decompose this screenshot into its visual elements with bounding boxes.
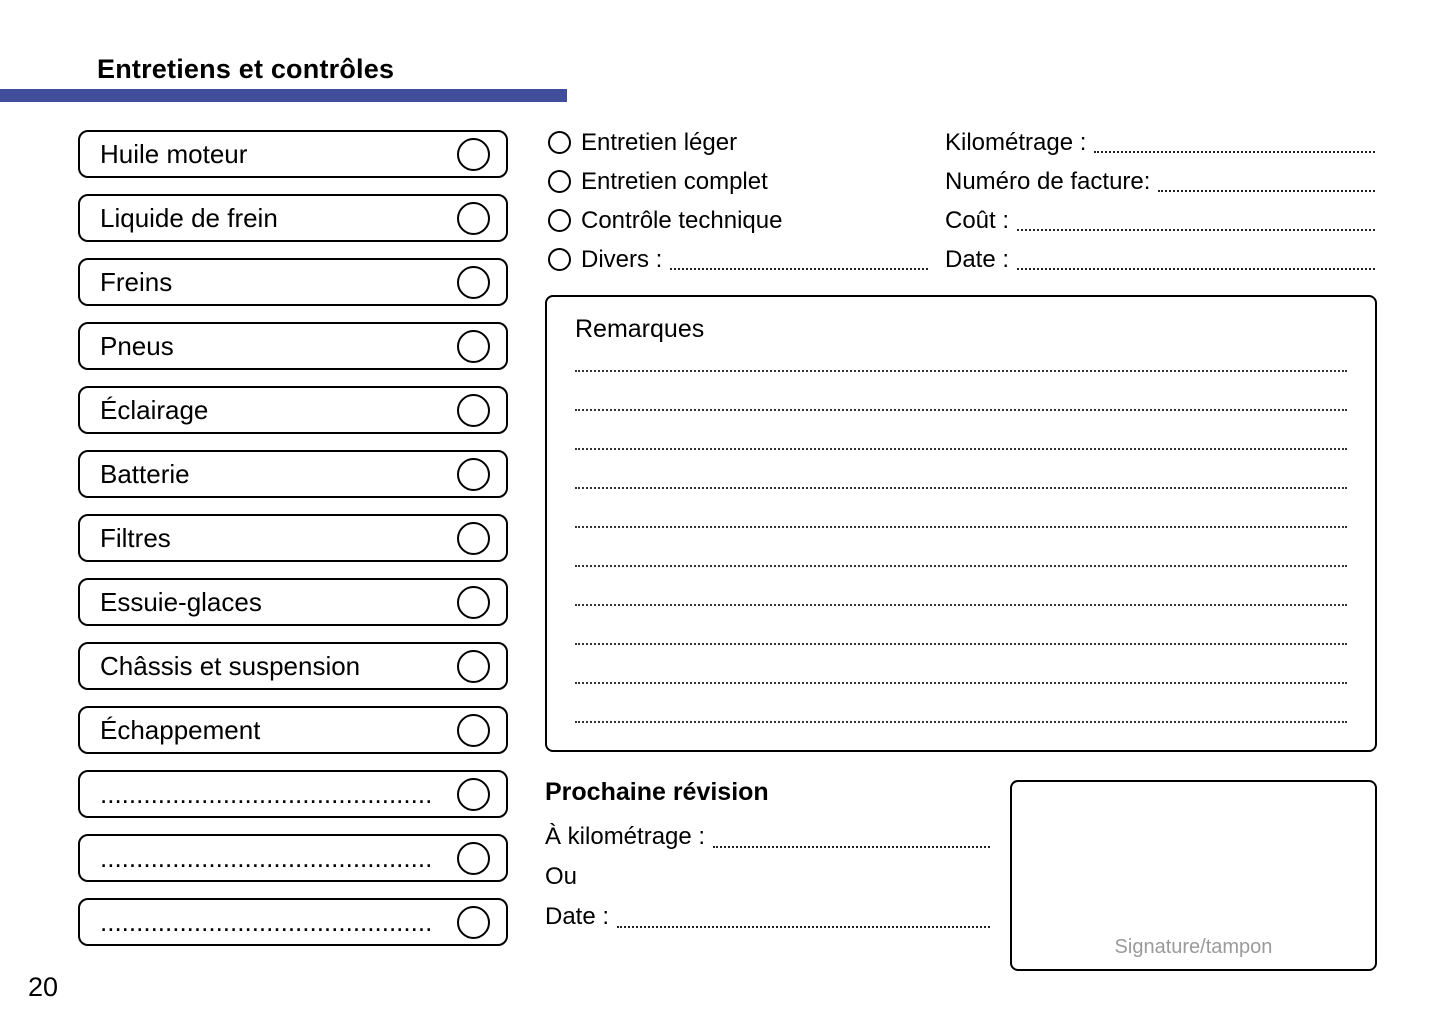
remarks-write-line[interactable] xyxy=(575,645,1347,684)
service-option-row xyxy=(548,123,928,162)
next-service-or-label: Ou xyxy=(545,863,578,890)
title-underline-bar xyxy=(0,89,567,102)
remarks-write-line[interactable] xyxy=(575,606,1347,645)
next-service-date-row xyxy=(545,897,990,937)
checklist-label: Huile moteur xyxy=(100,138,248,169)
radio-circle[interactable] xyxy=(548,209,571,232)
remarks-box xyxy=(545,295,1377,752)
next-service-km-label: À kilométrage : xyxy=(545,823,706,850)
field-label: Kilométrage : xyxy=(945,129,1087,156)
checkbox-circle[interactable] xyxy=(457,458,490,491)
fill-in-label[interactable]: .............................................. xyxy=(100,778,433,809)
checklist-label: Châssis et suspension xyxy=(100,650,361,681)
checklist-row xyxy=(78,130,508,178)
service-option-row xyxy=(548,240,928,279)
remarks-write-line[interactable] xyxy=(575,372,1347,411)
checkbox-circle[interactable] xyxy=(457,266,490,299)
remarks-write-line[interactable] xyxy=(575,684,1347,723)
field-label: Coût : xyxy=(945,207,1010,234)
checklist-label: Freins xyxy=(100,266,173,297)
invoice-fields xyxy=(945,123,1375,279)
checkbox-circle[interactable] xyxy=(457,330,490,363)
remarks-write-line[interactable] xyxy=(575,528,1347,567)
service-option-label: Contrôle technique xyxy=(581,206,783,234)
checkbox-circle[interactable] xyxy=(457,202,490,235)
checklist-row-blank xyxy=(78,834,508,882)
field-row xyxy=(945,123,1375,162)
date-fill-in-line[interactable] xyxy=(1017,266,1375,270)
maintenance-checklist xyxy=(78,130,508,962)
checkbox-circle[interactable] xyxy=(457,394,490,427)
checklist-label: Échappement xyxy=(100,714,261,745)
remarks-title: Remarques xyxy=(575,315,705,343)
radio-circle[interactable] xyxy=(548,248,571,271)
radio-circle[interactable] xyxy=(548,131,571,154)
checklist-label: Batterie xyxy=(100,458,190,489)
service-option-label: Divers : xyxy=(581,245,663,273)
service-option-row xyxy=(548,201,928,240)
checkbox-circle[interactable] xyxy=(457,138,490,171)
checklist-row xyxy=(78,258,508,306)
divers-fill-in-line[interactable] xyxy=(670,266,928,270)
checkbox-circle[interactable] xyxy=(457,778,490,811)
signature-stamp-box[interactable] xyxy=(1010,780,1377,971)
checkbox-circle[interactable] xyxy=(457,650,490,683)
signature-label: Signature/tampon xyxy=(1114,936,1273,958)
checkbox-circle[interactable] xyxy=(457,714,490,747)
kilometrage-fill-in-line[interactable] xyxy=(1094,149,1375,153)
checklist-label: Essuie-glaces xyxy=(100,586,262,617)
remarks-write-line[interactable] xyxy=(575,450,1347,489)
checklist-label: Liquide de frein xyxy=(100,202,278,233)
checklist-row xyxy=(78,386,508,434)
checklist-row xyxy=(78,322,508,370)
checklist-row xyxy=(78,578,508,626)
next-service-date-fill-in-line[interactable] xyxy=(617,924,990,928)
remarks-lines xyxy=(575,333,1347,723)
checklist-row xyxy=(78,194,508,242)
fill-in-label[interactable]: .............................................. xyxy=(100,842,433,873)
next-service-or-row xyxy=(545,857,990,897)
next-service-km-row xyxy=(545,817,990,857)
radio-circle[interactable] xyxy=(548,170,571,193)
field-label: Date : xyxy=(945,246,1010,273)
service-type-options xyxy=(548,123,928,279)
checklist-row xyxy=(78,642,508,690)
next-service-date-label: Date : xyxy=(545,903,610,930)
checklist-row xyxy=(78,450,508,498)
service-option-label: Entretien complet xyxy=(581,167,768,195)
checkbox-circle[interactable] xyxy=(457,522,490,555)
invoice-number-fill-in-line[interactable] xyxy=(1158,188,1375,192)
field-row xyxy=(945,201,1375,240)
fill-in-label[interactable]: .............................................. xyxy=(100,906,433,937)
field-row xyxy=(945,240,1375,279)
next-service-title: Prochaine révision xyxy=(545,778,769,806)
checkbox-circle[interactable] xyxy=(457,586,490,619)
checklist-label: Filtres xyxy=(100,522,171,553)
checkbox-circle[interactable] xyxy=(457,906,490,939)
checklist-row-blank xyxy=(78,898,508,946)
cost-fill-in-line[interactable] xyxy=(1017,227,1375,231)
next-service-km-fill-in-line[interactable] xyxy=(713,844,990,848)
next-service-section xyxy=(545,778,990,937)
remarks-write-line[interactable] xyxy=(575,567,1347,606)
field-row xyxy=(945,162,1375,201)
service-option-row xyxy=(548,162,928,201)
remarks-write-line[interactable] xyxy=(575,411,1347,450)
remarks-write-line[interactable] xyxy=(575,333,1347,372)
service-option-label: Entretien léger xyxy=(581,128,738,156)
checklist-row-blank xyxy=(78,770,508,818)
field-label: Numéro de facture: xyxy=(945,168,1151,195)
checklist-label: Pneus xyxy=(100,330,174,361)
checklist-row xyxy=(78,514,508,562)
checklist-label: Éclairage xyxy=(100,394,209,425)
checklist-row xyxy=(78,706,508,754)
page-title: Entretiens et contrôles xyxy=(97,54,395,84)
remarks-write-line[interactable] xyxy=(575,489,1347,528)
checkbox-circle[interactable] xyxy=(457,842,490,875)
page-number: 20 xyxy=(28,972,59,1002)
